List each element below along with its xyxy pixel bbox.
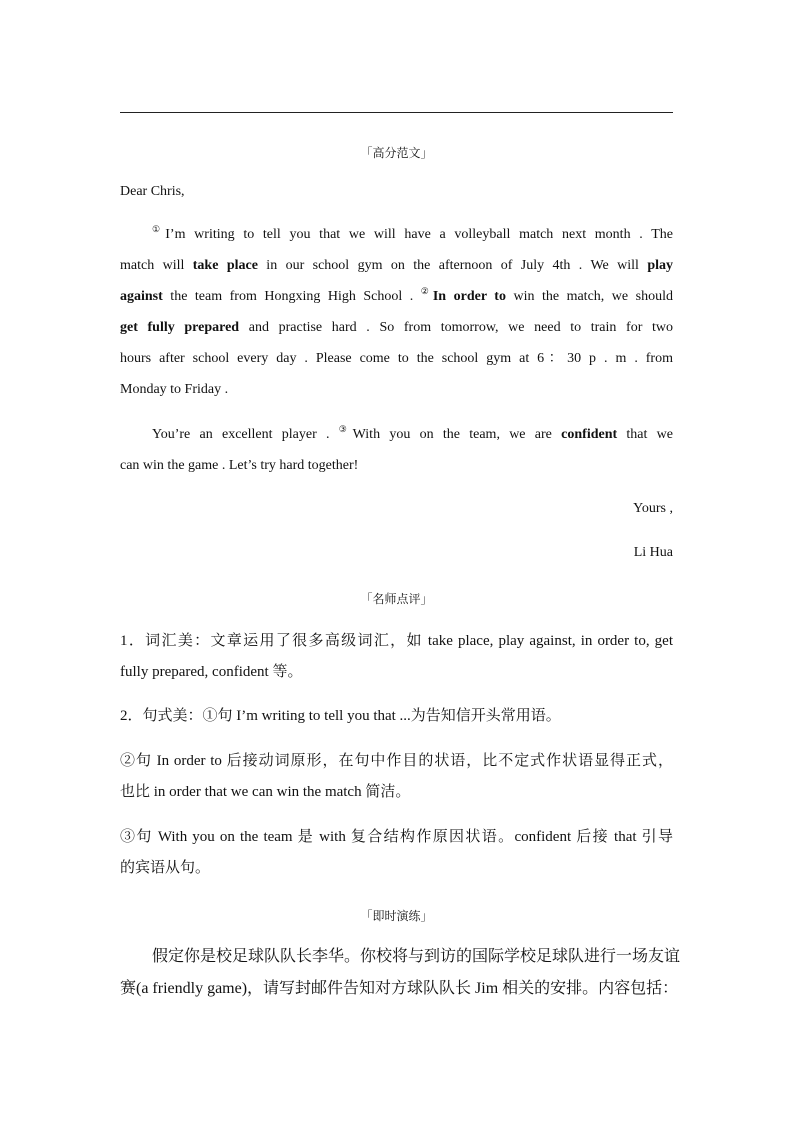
section-heading-practice: 「即时演练」: [360, 909, 433, 923]
letter-greeting: Dear Chris,: [120, 184, 185, 199]
letter-p1-line1: ①I’m writing to tell you that we will have a volleyball match next month . The: [152, 224, 673, 242]
section-heading-model-essay: 「高分范文」: [360, 146, 433, 160]
practice-line2: 赛(a friendly game)，请写封邮件告知对方球队队长 Jim 相关的安排。内容包括：: [120, 980, 679, 997]
letter-p1-line5: hours after school every day . Please come to the school gym at 6：30 p . m . from: [120, 351, 673, 366]
phrase-in-order-to: In order to: [432, 289, 506, 304]
comment-2: 2．句式美：①句 I’m writing to tell you that ...为告知信开头常用语。: [120, 708, 561, 724]
phrase-take-place: take place: [192, 258, 258, 273]
comment-3-line2: 也比 in order that we can win the match 简洁。: [120, 784, 411, 800]
comment-1-line2: fully prepared, confident 等。: [120, 664, 303, 680]
letter-p1-line6: Monday to Friday .: [120, 382, 229, 397]
letter-p1-line2: match will take place in our school gym on the afternoon of July 4th . We will play: [120, 258, 673, 273]
circled-number-3: ③: [338, 424, 353, 434]
letter-p2-line1: You’re an excellent player . ③With you on the team, we are confident that we: [152, 424, 674, 442]
practice-line1: 假定你是校足球队队长李华。你校将与到访的国际学校足球队进行一场友谊: [152, 948, 681, 965]
letter-signature: Li Hua: [633, 545, 673, 560]
phrase-get-fully-prepared: get fully prepared: [120, 320, 240, 335]
circled-number-2: ②: [420, 286, 433, 296]
letter-p2-line2: can win the game . Let’s try hard together!: [120, 458, 359, 473]
comment-1-line1: 1．词汇美：文章运用了很多高级词汇，如 take place, play against, in order to, get: [120, 633, 673, 649]
phrase-confident: confident: [561, 427, 618, 442]
circled-number-1: ①: [152, 224, 166, 234]
comment-4-line2: 的宾语从句。: [120, 860, 211, 876]
top-rule: [120, 112, 673, 113]
comment-4-line1: ③句 With you on the team 是 with 复合结构作原因状语。confident 后接 that 引导: [120, 829, 673, 845]
phrase-play: play: [647, 258, 673, 273]
phrase-against: against: [120, 289, 163, 304]
letter-p1-line3: against the team from Hongxing High School . ②In order to win the match, we should: [120, 286, 673, 304]
section-heading-teacher-comment: 「名师点评」: [360, 592, 433, 606]
comment-3-line1: ②句 In order to 后接动词原形，在句中作目的状语，比不定式作状语显得正式，: [120, 753, 673, 769]
letter-closing: Yours ,: [633, 501, 673, 516]
letter-p1-line4: get fully prepared and practise hard . So from tomorrow, we need to train for two: [120, 320, 674, 335]
